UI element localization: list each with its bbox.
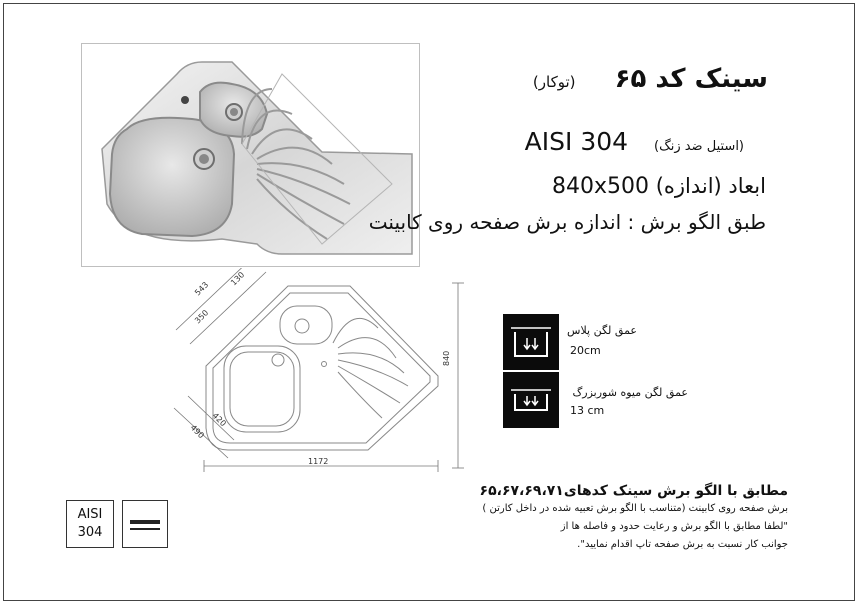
material-note: (استیل ضد زنگ) (654, 139, 744, 154)
deep-basin-icon (503, 314, 559, 370)
product-title (533, 64, 768, 94)
dimensions-line (552, 174, 766, 199)
material-grade: AISI 304 (524, 127, 629, 156)
aisi-badge-line1: AISI (77, 507, 103, 522)
cutline-note: طبق الگو برش : اندازه برش صفحه روی کابینت (368, 210, 766, 234)
technical-drawing (168, 268, 468, 482)
depth-label-1: عمق لگن پلاس (567, 324, 637, 337)
dim-350: 350 (193, 308, 211, 326)
dim-840: 840 (442, 350, 451, 366)
material-line (525, 127, 766, 156)
compatible-codes-title: مطابق با الگو برش سینک کدهای۶۵،۶۷،۶۹،۷۱ (479, 483, 788, 499)
mount-type: (توکار) (532, 73, 576, 91)
dim-1172: 1172 (308, 457, 329, 466)
depth-value-2: 13 cm (570, 404, 605, 417)
depth-value-1: 20cm (570, 344, 601, 357)
aisi-badge (66, 500, 114, 548)
note-line-1: برش صفحه روی کابینت (متناسب با الگو برش تعبیه شده در داخل کارتن ) (482, 503, 788, 514)
thickness-bar-bottom (130, 528, 160, 530)
aisi-badge-line2: 304 (77, 525, 103, 540)
depth-label-2: عمق لگن میوه شوربزرگ (572, 386, 688, 399)
dim-543: 543 (193, 280, 211, 298)
dim-490: 490 (188, 423, 206, 441)
dim-420: 420 (210, 411, 228, 429)
dim-130: 130 (229, 270, 247, 288)
dimensions-label: ابعاد (اندازه) (655, 174, 766, 198)
note-line-2: "لطفا مطابق با الگو برش و رعایت حدود و فاصله ها از (560, 521, 788, 532)
note-line-3: جوانب کار نسبت به برش صفحه تاپ اقدام نمایید". (577, 539, 788, 550)
sink-outline-drawing (168, 268, 468, 478)
thickness-bar-top (130, 520, 160, 524)
shallow-basin-icon (503, 372, 559, 428)
product-title-text: سینک کد ۶۵ (614, 64, 768, 94)
dimensions-value: 840x500 (551, 174, 649, 199)
thickness-icon (122, 500, 168, 548)
